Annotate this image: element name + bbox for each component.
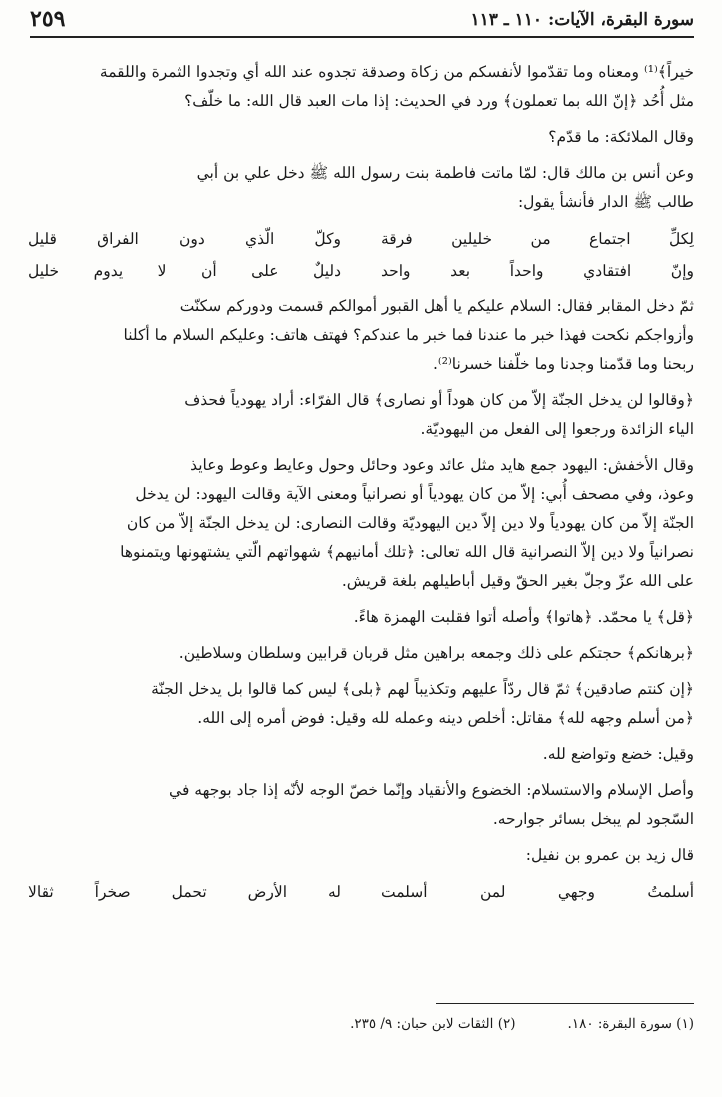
page-header: [30, 6, 694, 38]
text-line: وقيل: خضع وتواضع لله.: [542, 745, 694, 763]
verse-line: [28, 224, 694, 254]
text-line: ثمّ دخل المقابر فقال: السلام عليكم يا أهل القبور أموالكم قسمت ودوركم سكنّت: [179, 297, 694, 315]
verse-line: [28, 877, 694, 907]
paragraph: [28, 292, 694, 379]
verse-hemistich-second: وكلّ الّذي دون الفراق قليل: [28, 230, 342, 248]
text-line: ﴿من أسلم وجهه لله﴾ مقاتل: أخلص دينه وعمله لله وقيل: فوض أمره إلى الله.: [197, 709, 694, 727]
paragraph: [28, 675, 694, 733]
paragraph: [28, 603, 694, 632]
verse-hemistich-first: لِكلِّ اجتماع من خليلين فرقة: [380, 230, 694, 248]
text-line: ﴿إن كنتم صادقين﴾ ثمّ قال ردّاً عليهم وتكذيباً لهم ﴿بلى﴾ ليس كما قالوا بل يدخل الجنّة: [151, 680, 694, 698]
text-line: قال زيد بن عمرو بن نفيل:: [525, 846, 694, 864]
verse-hemistich-second: دليلٌ على أن لا يدوم خليل: [28, 262, 342, 280]
paragraph: [28, 740, 694, 769]
verse-hemistich-second: له الأرض تحمل صخراً ثقالا: [28, 883, 342, 901]
text-line: وقال الملائكة: ما قدّم؟: [548, 128, 694, 146]
text-line: ربحنا وما قدّمنا وجدنا وما خلّفنا خسرنا⁽²⁾.: [433, 355, 694, 373]
text-line: مثل أُحُد ﴿إنّ الله بما تعملون﴾ ورد في الحديث: إذا مات العبد قال الله: ما خلّف؟: [184, 92, 694, 110]
text-line: السّجود لم يبخل بسائر جوارحه.: [492, 810, 694, 828]
text-line: وعوذ، وفي مصحف أُبي: إلاّ من كان يهودياً أو نصرانياً ومعنى الآية وقالت اليهود: لن يدخل: [135, 485, 694, 503]
page-number: ٢٥٩: [30, 6, 66, 32]
paragraph: [28, 386, 694, 444]
text-line: خيراً﴾⁽¹⁾ ومعناه وما تقدّموا لأنفسكم من زكاة وصدقة تجدوه عند الله أي وتجدوا الثمرة واللقمة: [99, 63, 694, 81]
verse-hemistich-first: وإنّ افتقادي واحداً بعد واحد: [380, 262, 694, 280]
text-line: ﴿وقالوا لن يدخل الجنّة إلاّ من كان هوداً أو نصارى﴾ قال الفرّاء: أراد يهودياً فحذف: [184, 391, 694, 409]
text-line: الجنّة إلاّ من كان يهودياً ولا دين إلاّ دين اليهوديّة وقالت النصارى: لن يدخل الجنّة إلاّ من كان: [126, 514, 694, 532]
text-line: وأزواجكم نكحت فهذا خبر ما عندنا فما خبر ما عندكم؟ فهتف هاتف: وعليكم السلام ما أكلنا: [123, 326, 694, 344]
verse-hemistich-first: أسلمتُ وجهي لمن أسلمت: [380, 883, 694, 901]
footnote: (١) سورة البقرة: ١٨٠.: [567, 1016, 694, 1032]
text-line: وأصل الإسلام والاستسلام: الخضوع والأنقياد وإنّما خصّ الوجه لأنّه إذا جاد بوجهه في: [169, 781, 694, 799]
text-line: طالب ﷺ الدار فأنشأ يقول:: [517, 193, 694, 211]
text-line: وعن أنس بن مالك قال: لمّا ماتت فاطمة بنت رسول الله ﷺ دخل علي بن أبي: [196, 164, 694, 182]
paragraph: [28, 159, 694, 217]
paragraph: [28, 123, 694, 152]
running-title: سورة البقرة، الآيات: ١١٠ ـ ١١٣: [470, 10, 694, 30]
text-line: على الله عزّ وجلّ بغير الحقّ وقيل أباطيلهم بلغة قريش.: [341, 572, 694, 590]
paragraph: [28, 841, 694, 870]
text-line: الياء الزائدة ورجعوا إلى الفعل من اليهوديّة.: [420, 420, 694, 438]
footnotes: [28, 1016, 694, 1032]
footnote: (٢) الثقات لابن حبان: ٩/ ٢٣٥.: [350, 1016, 516, 1032]
text-line: ﴿قل﴾ يا محمّد. ﴿هاتوا﴾ وأصله أتوا فقلبت الهمزة هاءً.: [353, 608, 694, 626]
paragraph: [28, 776, 694, 834]
poem-verse: [28, 224, 694, 286]
page-body: [28, 58, 694, 909]
footnote-divider: [436, 1003, 694, 1004]
paragraph: [28, 58, 694, 116]
verse-line: [28, 256, 694, 286]
paragraph: [28, 451, 694, 596]
text-line: ﴿برهانكم﴾ حجتكم على ذلك وجمعه براهين مثل قربان قرابين وسلطان وسلاطين.: [178, 644, 694, 662]
paragraph: [28, 639, 694, 668]
text-line: نصرانياً ولا دين إلاّ النصرانية قال الله تعالى: ﴿تلك أمانيهم﴾ شهواتهم الّتي يشتهونها ويتمنوها: [120, 543, 694, 561]
text-line: وقال الأخفش: اليهود جمع هايد مثل عائد وعود وحائل وحول وعايط وعوط وعايذ: [190, 456, 694, 474]
poem-verse: [28, 877, 694, 907]
